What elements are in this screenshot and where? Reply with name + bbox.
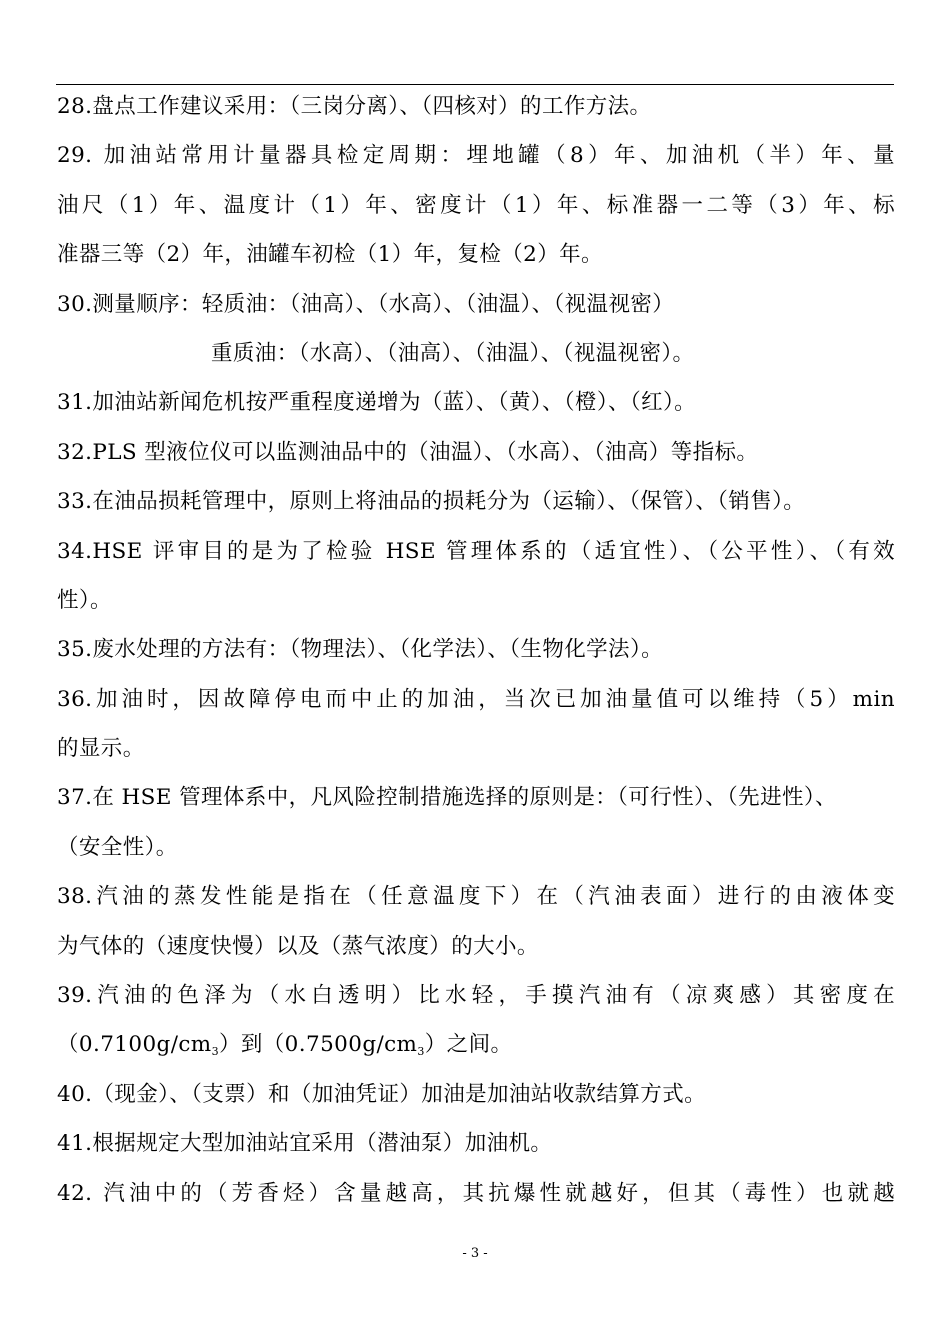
density-line — [57, 1020, 895, 1069]
text-line: 33.在油品损耗管理中，原则上将油品的损耗分为（运输）、（保管）、（销售）。 — [57, 489, 806, 515]
text-line: 35.废水处理的方法有：（物理法）、（化学法）、（生物化学法）。 — [57, 637, 663, 663]
page-number: - 3 - — [462, 1246, 488, 1261]
text-line: 的显示。 — [57, 736, 145, 762]
document-body — [57, 82, 895, 1218]
text-line: 31.加油站新闻危机按严重程度递增为（蓝）、（黄）、（橙）、（红）。 — [57, 390, 697, 416]
text-line: 为气体的（速度快慢）以及（蒸气浓度）的大小。 — [57, 933, 539, 959]
text-line: 油尺（1）年、温度计（1）年、密度计（1）年、标准器一二等（3）年、标 — [57, 192, 895, 218]
text-line: 41.根据规定大型加油站宜采用（潜油泵）加油机。 — [57, 1131, 553, 1157]
cubic-superscript: 3 — [211, 1045, 219, 1059]
text-line: 42. 汽油中的（芳香烃）含量越高，其抗爆性就越好，但其（毒性）也就越 — [57, 1180, 895, 1206]
text-line: 36.加油时，因故障停电而中止的加油，当次已加油量值可以维持（5）min — [57, 686, 895, 712]
text-line: 28.盘点工作建议采用：（三岗分离）、（四核对）的工作方法。 — [57, 94, 652, 119]
density-range-start: （0.7100g/cm — [57, 1032, 212, 1058]
density-range-middle: ）到（0.7500g/cm — [218, 1032, 418, 1058]
density-range-end: ）之间。 — [424, 1032, 513, 1058]
text-line: 30.测量顺序：轻质油：（油高）、（水高）、（油温）、（视温视密） — [57, 291, 675, 317]
text-line: 37.在 HSE 管理体系中，凡风险控制措施选择的原则是：（可行性）、（先进性）、 — [57, 785, 837, 811]
text-line: （安全性）。 — [57, 834, 178, 860]
text-line: 39.汽油的色泽为（水白透明）比水轻，手摸汽油有（凉爽感）其密度在 — [57, 983, 895, 1009]
text-line: 准器三等（2）年，油罐车初检（1）年，复检（2）年。 — [57, 242, 603, 268]
text-line: 重质油：（水高）、（油高）、（油温）、（视温视密）。 — [211, 340, 695, 366]
text-line: 38.汽油的蒸发性能是指在（任意温度下）在（汽油表面）进行的由液体变 — [57, 884, 895, 910]
text-line: 性）。 — [57, 587, 112, 613]
cubic-superscript: 3 — [417, 1045, 425, 1059]
text-line: 32.PLS 型液位仪可以监测油品中的（油温）、（水高）、（油高）等指标。 — [57, 439, 759, 465]
text-line: 29. 加油站常用计量器具检定周期：埋地罐（8）年、加油机（半）年、量 — [57, 143, 895, 169]
text-line: 34.HSE 评审目的是为了检验 HSE 管理体系的（适宜性）、（公平性）、（有效 — [57, 538, 895, 564]
text-line: 40.（现金）、（支票）和（加油凭证）加油是加油站收款结算方式。 — [57, 1081, 706, 1107]
